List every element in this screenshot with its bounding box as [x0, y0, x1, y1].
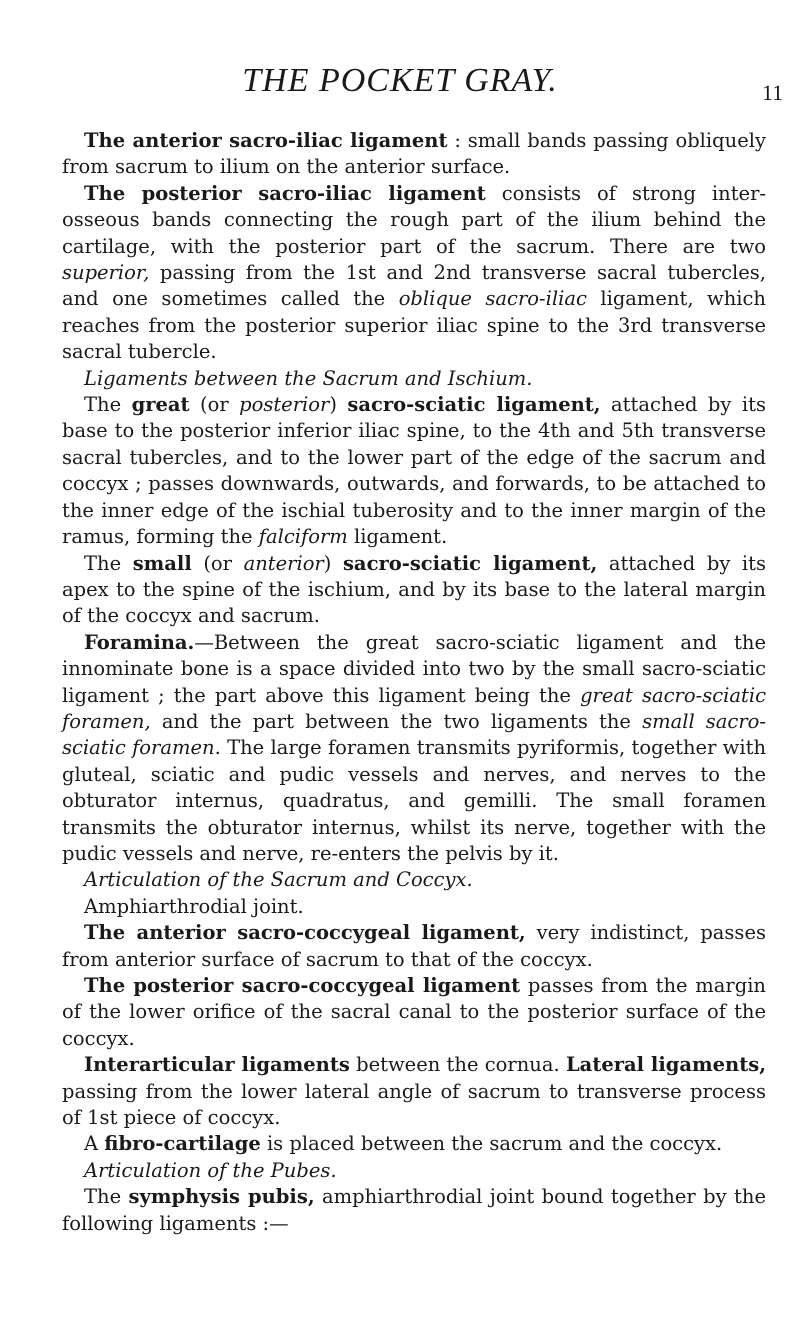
paragraph-fibro-cartilage: [62, 1131, 766, 1157]
paragraph-great-sacro-sciatic: [62, 392, 766, 550]
emphasis: superior,: [62, 261, 150, 285]
term: Foramina.: [84, 630, 195, 654]
paragraph-symphysis-pubis: [62, 1184, 766, 1237]
text: (or: [189, 393, 240, 417]
section-heading: Articulation of the Pubes.: [84, 1158, 337, 1182]
paragraph-foramina: [62, 630, 766, 868]
text: The large foramen transmits pyriformis, together with gluteal, sciatic and pudic vessels and nerves, and nerves to the obturator internus, quadratus, and gemilli. The small foramen transmits the obturator internus, whilst its nerve, together with the pudic vessels and nerve, re-enters the pelvis by it.: [62, 736, 766, 865]
text: ligament, which reaches from the posterior superior iliac spine to the 3rd transverse sacral tubercle.: [62, 287, 766, 364]
emphasis: falciform: [258, 525, 348, 549]
text: (or: [191, 551, 244, 575]
term: fibro-cartilage: [104, 1132, 261, 1156]
term: The anterior sacro-iliac ligament: [84, 129, 448, 152]
term: great: [131, 393, 190, 417]
emphasis: anterior: [243, 551, 324, 575]
text: attached by its base to the posterior inferior iliac spine, to the 4th and 5th transverse sacral tubercles, and to the lower part of the edge of the sacrum and coccyx ; passes downwards, outwards, and forwards, to be attached to the inner edge of the ischial tuberosity and to the inner margin of the ramus, forming the: [62, 393, 766, 549]
section-heading: Articulation of the Sacrum and Coccyx.: [84, 868, 473, 892]
emphasis: great sacro-sciatic foramen,: [62, 683, 766, 733]
text: : small bands passing obliquely from sacrum to ilium on the anterior surface.: [62, 129, 766, 179]
emphasis: small sacro-sciatic foramen.: [62, 709, 767, 760]
term: The posterior sacro-coccygeal ligament: [84, 974, 521, 997]
text: is placed between the sacrum and the coccyx.: [260, 1132, 723, 1156]
paragraph-posterior-sacro-coccygeal: [62, 973, 766, 1052]
text: and the part between the two ligaments the: [150, 709, 643, 733]
paragraph-joint-type: Amphiarthrodial joint.: [84, 894, 304, 918]
term: symphysis pubis,: [128, 1185, 315, 1209]
emphasis: posterior: [239, 393, 330, 417]
term: sacro-sciatic ligament,: [342, 551, 598, 575]
text: ): [323, 551, 343, 575]
text: amphiarthrodial joint bound together by the following ligaments :—: [62, 1185, 766, 1235]
text: passing from the 1st and 2nd transverse sacral tubercles, and one sometimes called the: [62, 261, 766, 311]
text: ligament.: [347, 525, 448, 549]
term: The anterior sacro-coccygeal ligament,: [84, 921, 526, 945]
text: passing from the lower lateral angle of sacrum to transverse process of 1st piece of coccyx.: [62, 1079, 766, 1130]
term: Interarticular ligaments: [84, 1053, 350, 1077]
text: consists of strong inter-osseous bands connecting the rough part of the ilium behind the cartilage, with the posterior part of the sacrum. There are two: [62, 181, 766, 258]
text: The: [84, 551, 133, 575]
text: A: [84, 1132, 105, 1156]
term: The posterior sacro-iliac ligament: [84, 181, 486, 205]
section-heading: Ligaments between the Sacrum and Ischium.: [84, 366, 533, 390]
term: small: [132, 551, 192, 575]
text: attached by its apex to the spine of the ischium, and by its base to the lateral margin of the coccyx and sacrum.: [62, 551, 766, 628]
term: Lateral ligaments,: [565, 1053, 766, 1077]
running-title: THE POCKET GRAY.: [242, 62, 558, 99]
text: between the cornua.: [349, 1053, 566, 1077]
paragraph-posterior-sacro-iliac: [62, 181, 766, 366]
text: ): [329, 393, 348, 417]
emphasis: oblique sacro-iliac: [398, 287, 587, 311]
body-text: [62, 128, 766, 1237]
paragraph-anterior-sacro-iliac: [62, 128, 766, 181]
text: very indistinct, passes from anterior surface of sacrum to that of the coccyx.: [62, 921, 766, 971]
term: sacro-sciatic ligament,: [347, 393, 601, 417]
page-number: 11: [762, 80, 784, 105]
text: The: [84, 393, 132, 417]
paragraph-interarticular: [62, 1052, 766, 1131]
paragraph-anterior-sacro-coccygeal: [62, 920, 766, 973]
paragraph-small-sacro-sciatic: [62, 551, 766, 630]
text: —Between the great sacro-sciatic ligament and the innominate bone is a space divided into two by the small sacro-sciatic ligament ; the part above this ligament being the: [62, 630, 766, 707]
text: passes from the margin of the lower orifice of the sacral canal to the posterior surface of the coccyx.: [62, 974, 766, 1050]
text: The: [84, 1185, 129, 1209]
